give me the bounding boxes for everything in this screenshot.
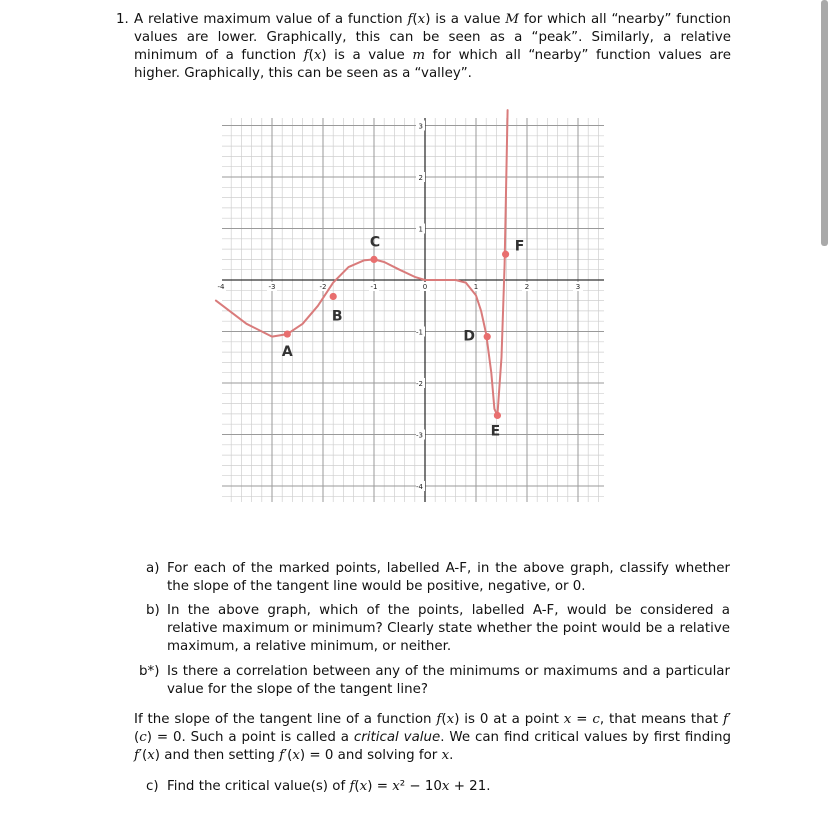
point-label-e: E [490, 423, 501, 440]
axes [222, 118, 604, 502]
y-tick-label: -3 [416, 431, 423, 440]
question-bstar-text: Is there a correlation between any of the minimums or maximums and a particular value for the slope of the tangent line? [167, 664, 730, 697]
question-c-text: Find the critical value(s) of f(x) = x² − 10x + 21. [167, 779, 491, 794]
point-e [494, 412, 501, 419]
y-tick-label: -2 [416, 380, 423, 388]
point-label-c: C [369, 234, 381, 251]
marked-points [282, 234, 524, 439]
point-b [330, 293, 337, 300]
point-label-d: D [463, 328, 476, 345]
critical-value-definition: If the slope of the tangent line of a function f(x) is 0 at a point x = c, that means that f′(c) = 0. Such a point is called a critical value. We can find critical values by first finding f′(x) and then setting f′(x) = 0 and solving for x. [134, 712, 731, 763]
y-tick-label: 3 [418, 122, 423, 131]
question-b-text: In the above graph, which of the points, labelled A-F, would be considered a relative maximum or minimum? Clearly state whether the point would be a relative maximum, a relative minimum, or neither. [167, 603, 730, 654]
x-tick-label: 3 [575, 283, 581, 291]
question-bstar-label: b*) [139, 664, 160, 679]
point-a [284, 330, 291, 337]
x-tick-label: 1 [473, 283, 479, 291]
y-tick-label: -1 [416, 328, 423, 337]
scrollbar[interactable] [821, 0, 828, 246]
point-label-f: F [514, 238, 525, 255]
question-b-label: b) [146, 603, 160, 618]
x-tick-label: -3 [268, 283, 276, 291]
problem-number: 1. [116, 12, 129, 27]
grid-minor [222, 118, 604, 502]
x-tick-label: 2 [524, 283, 530, 291]
y-tick-label: -4 [416, 483, 423, 491]
x-tick-label: -4 [217, 283, 225, 291]
point-label-b: B [331, 308, 343, 325]
point-c [370, 256, 377, 263]
point-f [502, 251, 509, 258]
y-tick-label: 2 [418, 174, 423, 182]
question-c-label: c) [146, 779, 159, 794]
x-tick-label: -2 [319, 283, 327, 291]
grid-major [222, 118, 604, 502]
x-tick-label: 0 [422, 283, 428, 291]
tick-labels [216, 121, 583, 492]
y-tick-label: 1 [418, 225, 423, 234]
x-tick-label: -1 [370, 283, 378, 291]
point-d [484, 333, 491, 340]
question-a-label: a) [146, 561, 160, 576]
point-label-a: A [281, 344, 293, 361]
function-curve [216, 110, 508, 415]
problem-intro: A relative maximum value of a function f(x) is a value M for which all “nearby” function values are lower. Graphically, this can be seen as a “peak”. Similarly, a relative minimum of a function f(x) is a value m for which all “nearby” function values are higher. Graphically, this can be seen as a “valley”. [134, 12, 731, 81]
question-a-text: For each of the marked points, labelled A-F, in the above graph, classify whether the slope of the tangent line would be positive, negative, or 0. [167, 561, 730, 594]
